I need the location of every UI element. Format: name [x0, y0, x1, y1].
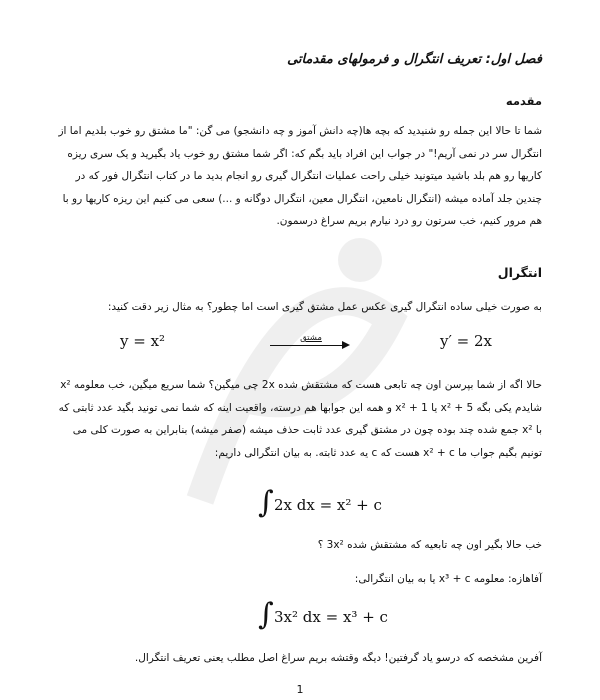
closing-line: آفرین مشخصه که درسو یاد گرفتین! دیگه وقتشه بریم سراغ اصل مطلب یعنی تعریف انتگرال. — [134, 652, 542, 664]
page-number: 1 — [296, 683, 304, 696]
question-line: خب حالا بگیر اون چه تابعیه که مشتقش شده 3x² ؟ — [317, 539, 542, 551]
intro-heading: مقدمه — [505, 94, 542, 108]
integral-sign-icon: ∫ — [258, 597, 274, 632]
explanation-paragraph: حالا اگه از شما بپرسن اون چه تابعی هست که مشتقش شده 2x چی میگین؟ شما سریع میگین، خب معلومه x² شایدم یکی بگه x² + 5 یا x² + 1 و همه این جوابها هم درسته، واقعیت اینه که شما نمی تونید بگید عدد ثابتی که با x² جمع شده چند بوده چون در مشتق گیری عدد ثابت حذف میشه (صفر میشه) بنابراین به صورت کلی می تونیم بگیم جواب ما x² + c هست که c یه عدد ثابته. به بیان انتگرالی داریم: — [58, 379, 542, 459]
chapter-title: فصل اول: تعریف انتگرال و فرمولهای مقدماتی — [287, 52, 542, 67]
arrow-line — [270, 345, 346, 346]
derivative-arrow — [270, 333, 352, 353]
watermark-logo — [140, 200, 440, 540]
arrow-label: مشتق — [300, 333, 322, 343]
integral-sign-icon: ∫ — [258, 485, 274, 520]
integral-expression-1: 2x dx = x² + c — [274, 496, 382, 514]
arrow-head-icon — [342, 341, 350, 349]
integral-expression-2: 3x² dx = x³ + c — [274, 608, 388, 626]
answer-line: آفاهازه: معلومه x³ + c یا به بیان انتگرالی: — [354, 573, 542, 585]
equation-right: y′ = 2x — [440, 332, 492, 350]
integral-heading: انتگرال — [497, 265, 542, 280]
equation-left: y = x² — [120, 332, 166, 350]
definition-paragraph: به صورت خیلی ساده انتگرال گیری عکس عمل مشتق گیری است اما چطور؟ به مثال زیر دقت کنید: — [107, 301, 542, 313]
intro-paragraph: شما تا حالا این جمله رو شنیدید که بچه ها(چه دانش آموز و چه دانشجو) می گن: "ما مشتق رو خوب بلدیم اما از انتگرال سر در نمی آریم!" در جواب این افراد باید بگم که: اگر شما مشتق رو خوب یاد بگیرید و یک سری ریزه کاریها رو هم بلد باشید میتونید خیلی راحت عملیات انتگرال گیری رو انجام بدید ما در کتاب انتگرال فور که در چندین جلد آماده میشه (انتگرال نامعین، انتگرال معین، انتگرال دوگانه و ...) سعی می کنیم این ریزه کاریها رو با هم مرور کنیم، خب سرتون رو درد نیارم بریم سراغ درسمون. — [58, 125, 542, 227]
